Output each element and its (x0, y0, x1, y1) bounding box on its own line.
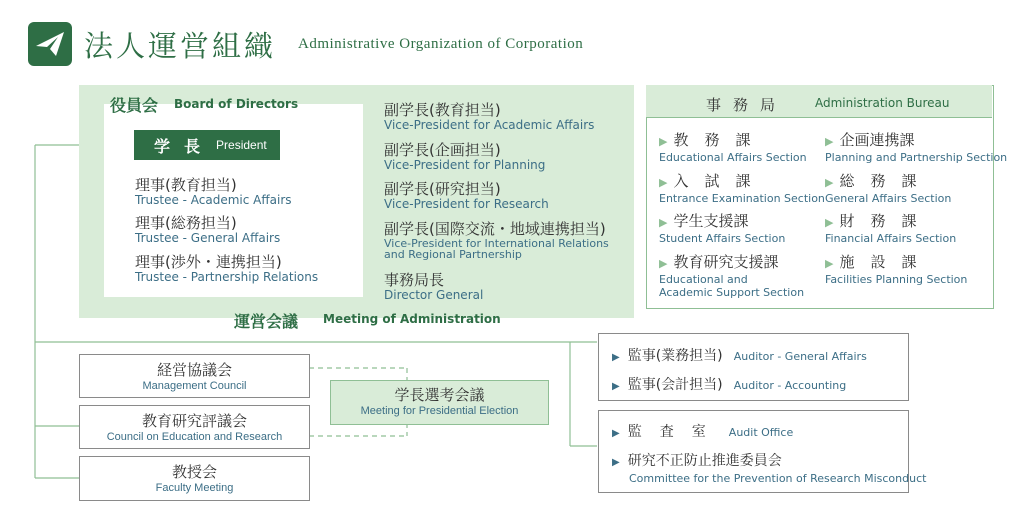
bureau-section (825, 253, 967, 286)
council-en: Faculty Meeting (155, 482, 234, 494)
auditor-en: Auditor - Accounting (733, 379, 847, 392)
triangle-bullet-icon: ▶ (659, 216, 668, 229)
trustee-en: Trustee - Academic Affairs (135, 193, 292, 207)
section-jp: 財務課 (839, 212, 933, 230)
president-label-en: President (216, 138, 267, 152)
vice-president-en: Vice-President for Planning (384, 158, 546, 172)
council-en: Council on Education and Research (106, 431, 283, 443)
section-en: Student Affairs Section (659, 232, 786, 245)
council-en: Management Council (142, 380, 247, 392)
committee-item (612, 450, 926, 485)
bureau-section (659, 253, 804, 299)
council-jp: 教授会 (171, 463, 217, 481)
vice-president-en-line2: and Regional Partnership (384, 248, 522, 261)
bureau-section (659, 131, 807, 164)
section-jp: 学生支援課 (673, 212, 749, 230)
triangle-bullet-icon: ▶ (612, 352, 620, 363)
president-box (134, 130, 280, 160)
audit-office-item (612, 421, 793, 441)
committee-en: Committee for the Prevention of Research Misconduct (629, 472, 927, 485)
section-en: Entrance Examination Section (659, 192, 825, 205)
bureau-section (825, 172, 951, 205)
section-jp: 企画連携課 (839, 131, 915, 149)
vice-president-jp: 副学長(国際交流・地域連携担当) (384, 220, 606, 238)
section-en: Educational and (659, 273, 748, 286)
faculty-meeting-box (79, 456, 310, 501)
vice-president-jp: 副学長(企画担当) (384, 141, 501, 159)
bureau-section (825, 212, 956, 245)
council-jp: 教育研究評議会 (141, 412, 247, 430)
section-en: Financial Affairs Section (825, 232, 957, 245)
vice-president-item (384, 101, 594, 132)
page-subtitle: Administrative Organization of Corporation (298, 36, 584, 52)
auditor-en: Auditor - General Affairs (733, 350, 867, 363)
meeting-of-administration-en: Meeting of Administration (323, 312, 501, 326)
auditor-jp: 監事(業務担当) (627, 348, 723, 364)
meeting-of-administration-jp: 運営会議 (234, 312, 299, 331)
director-general-item (384, 271, 483, 302)
triangle-bullet-icon: ▶ (659, 176, 668, 189)
logo (28, 22, 72, 66)
vice-president-en: Vice-President for Research (384, 197, 549, 211)
triangle-bullet-icon: ▶ (825, 216, 834, 229)
page-title: 法人運営組織 (84, 29, 277, 63)
director-general-en: Director General (384, 288, 484, 302)
section-jp: 総務課 (839, 172, 933, 190)
trustee-item (135, 214, 280, 245)
auditor-jp: 監事(会計担当) (627, 377, 723, 393)
vice-president-item (384, 220, 609, 260)
section-jp: 教務課 (673, 131, 767, 149)
auditor-item (612, 345, 867, 365)
triangle-bullet-icon: ▶ (612, 428, 620, 439)
management-council-box (79, 354, 310, 398)
vice-president-jp: 副学長(研究担当) (384, 180, 501, 198)
audit-office-en: Audit Office (728, 426, 794, 439)
trustee-item (135, 176, 292, 207)
section-en-line2: Academic Support Section (659, 286, 805, 299)
section-jp: 教育研究支援課 (673, 253, 779, 271)
section-en: Planning and Partnership Section (825, 151, 1008, 164)
triangle-bullet-icon: ▶ (825, 257, 834, 270)
election-en: Meeting for Presidential Election (360, 405, 519, 417)
triangle-bullet-icon: ▶ (825, 176, 834, 189)
bureau-section (659, 212, 785, 245)
bureau-section (659, 172, 825, 205)
trustee-jp: 理事(総務担当) (135, 214, 237, 232)
bureau-section (825, 131, 1007, 164)
bureau-title-jp: 事務局 (706, 96, 788, 114)
board-label-jp: 役員会 (110, 96, 159, 115)
trustee-item (135, 253, 318, 284)
auditor-item (612, 374, 846, 394)
vice-president-item (384, 141, 545, 172)
section-en: General Affairs Section (825, 192, 952, 205)
council-jp: 経営協議会 (156, 361, 232, 379)
trustee-jp: 理事(教育担当) (135, 176, 237, 194)
committee-jp: 研究不正防止推進委員会 (627, 453, 782, 469)
section-jp: 入試課 (673, 172, 767, 190)
board-label-en: Board of Directors (174, 97, 299, 111)
election-jp: 学長選考会議 (394, 386, 485, 404)
vice-president-en: Vice-President for International Relations (384, 237, 609, 250)
section-jp: 施設課 (839, 253, 933, 271)
vice-president-item (384, 180, 549, 211)
vice-president-en: Vice-President for Academic Affairs (384, 118, 595, 132)
section-en: Educational Affairs Section (659, 151, 807, 164)
trustee-en: Trustee - Partnership Relations (135, 270, 319, 284)
triangle-bullet-icon: ▶ (612, 457, 620, 468)
section-en: Facilities Planning Section (825, 273, 968, 286)
triangle-bullet-icon: ▶ (659, 135, 668, 148)
triangle-bullet-icon: ▶ (825, 135, 834, 148)
education-research-council-box (79, 405, 310, 449)
president-label-jp: 学長 (154, 136, 215, 156)
presidential-election-box (330, 380, 549, 425)
triangle-bullet-icon: ▶ (612, 381, 620, 392)
vice-president-jp: 副学長(教育担当) (384, 101, 501, 119)
bureau-title-en: Administration Bureau (815, 96, 950, 110)
paper-plane-icon (28, 22, 72, 66)
audit-office-jp: 監査室 (627, 424, 724, 440)
trustee-jp: 理事(渉外・連携担当) (135, 253, 282, 271)
director-general-jp: 事務局長 (384, 271, 445, 289)
trustee-en: Trustee - General Affairs (135, 231, 281, 245)
triangle-bullet-icon: ▶ (659, 257, 668, 270)
